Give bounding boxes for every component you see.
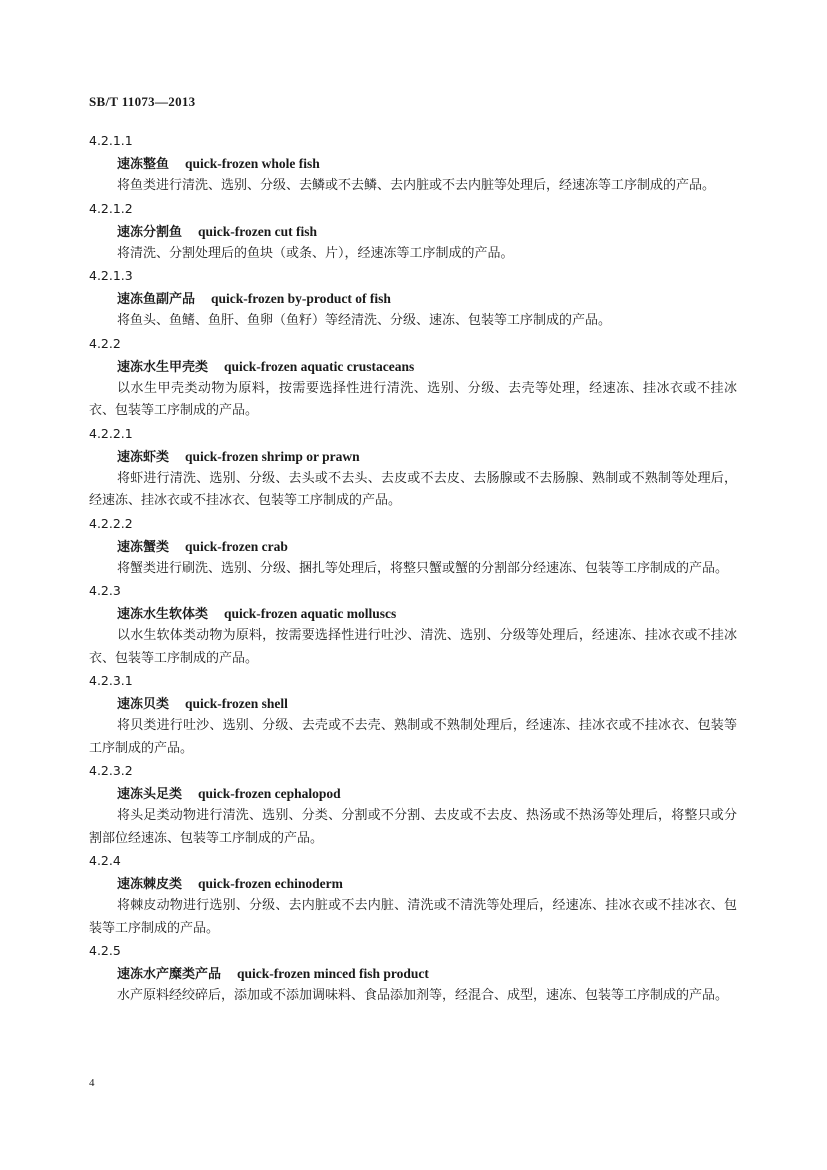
term-en: quick-frozen shrimp or prawn bbox=[185, 448, 360, 464]
term-zh: 速冻蟹类 bbox=[117, 539, 170, 555]
term-definition: 将蟹类进行刷洗、选别、分级、捆扎等处理后，将整只蟹或蟹的分割部分经速冻、包装等工序制成的产品。 bbox=[117, 560, 729, 576]
term-definition: 以水生软体类动物为原料，按需要选择性进行吐沙、清洗、选别、分级等处理后，经速冻、挂冰衣或不挂冰衣、包装等工序制成的产品。 bbox=[89, 628, 737, 666]
term-zh: 速冻整鱼 bbox=[117, 157, 170, 172]
page-number: 4 bbox=[89, 1077, 95, 1089]
term-entry bbox=[89, 333, 737, 423]
term-definition: 以水生甲壳类动物为原料，按需要选择性进行清洗、选别、分级、去壳等处理，经速冻、挂冰衣或不挂冰衣、包装等工序制成的产品。 bbox=[89, 380, 737, 418]
term-zh: 速冻头足类 bbox=[117, 787, 183, 802]
term-en: quick-frozen shell bbox=[185, 696, 288, 711]
term-title bbox=[89, 152, 737, 175]
clause-number: 4.2.2.2 bbox=[89, 515, 133, 531]
term-zh: 速冻虾类 bbox=[117, 449, 170, 465]
term-en: quick-frozen cephalopod bbox=[198, 786, 341, 801]
term-en: quick-frozen aquatic molluscs bbox=[224, 606, 397, 621]
term-title bbox=[89, 445, 737, 468]
clause-number: 4.2.1.2 bbox=[89, 200, 133, 216]
term-en: quick-frozen cut fish bbox=[198, 223, 318, 239]
term-title bbox=[89, 602, 737, 625]
clause-number: 4.2.1.1 bbox=[89, 133, 133, 148]
term-title bbox=[89, 872, 737, 895]
term-entries bbox=[89, 130, 737, 1008]
term-definition: 水产原料经绞碎后，添加或不添加调味料、食品添加剂等，经混合、成型，速冻、包装等工序制成的产品。 bbox=[117, 988, 729, 1003]
term-definition: 将鱼头、鱼鳍、鱼肝、鱼卵（鱼籽）等经清洗、分级、速冻、包装等工序制成的产品。 bbox=[117, 313, 612, 328]
term-definition: 将贝类进行吐沙、选别、分级、去壳或不去壳、熟制或不熟制处理后，经速冻、挂冰衣或不挂冰衣、包装等工序制成的产品。 bbox=[89, 718, 737, 756]
term-definition: 将鱼类进行清洗、选别、分级、去鳞或不去鳞、去内脏或不去内脏等处理后，经速冻等工序制成的产品。 bbox=[117, 178, 716, 193]
term-en: quick-frozen whole fish bbox=[185, 156, 320, 171]
term-en: quick-frozen minced fish product bbox=[237, 966, 429, 981]
term-en: quick-frozen by-product of fish bbox=[211, 291, 391, 306]
term-entry bbox=[89, 580, 737, 670]
term-entry bbox=[89, 850, 737, 940]
term-entry bbox=[89, 513, 737, 581]
term-entry bbox=[89, 198, 737, 266]
term-entry bbox=[89, 760, 737, 850]
term-definition: 将清洗、分割处理后的鱼块（或条、片），经速冻等工序制成的产品。 bbox=[117, 245, 514, 261]
term-en: quick-frozen crab bbox=[185, 538, 288, 554]
term-entry bbox=[89, 940, 737, 1008]
term-title bbox=[89, 782, 737, 805]
term-zh: 速冻水产糜类产品 bbox=[117, 967, 222, 982]
term-title bbox=[89, 535, 737, 558]
term-en: quick-frozen echinoderm bbox=[198, 876, 343, 891]
standard-code-header: SB/T 11073—2013 bbox=[89, 94, 196, 109]
clause-number: 4.2.3 bbox=[89, 583, 121, 598]
term-zh: 速冻棘皮类 bbox=[117, 877, 183, 892]
term-en: quick-frozen aquatic crustaceans bbox=[224, 358, 415, 374]
term-zh: 速冻分割鱼 bbox=[117, 224, 183, 240]
term-title bbox=[89, 287, 737, 310]
term-zh: 速冻水生软体类 bbox=[117, 607, 209, 622]
term-definition: 将头足类动物进行清洗、选别、分类、分割或不分割、去皮或不去皮、热汤或不热汤等处理后，将整只或分割部位经速冻、包装等工序制成的产品。 bbox=[89, 808, 737, 846]
term-zh: 速冻鱼副产品 bbox=[117, 292, 196, 307]
term-entry bbox=[89, 265, 737, 333]
clause-number: 4.2.3.1 bbox=[89, 673, 133, 688]
term-entry bbox=[89, 670, 737, 760]
term-zh: 速冻贝类 bbox=[117, 697, 170, 712]
term-title bbox=[89, 692, 737, 715]
clause-number: 4.2.3.2 bbox=[89, 763, 133, 778]
term-title bbox=[89, 962, 737, 985]
clause-number: 4.2.2.1 bbox=[89, 425, 133, 441]
clause-number: 4.2.4 bbox=[89, 853, 121, 868]
term-entry bbox=[89, 423, 737, 513]
clause-number: 4.2.5 bbox=[89, 943, 121, 958]
term-definition: 将棘皮动物进行选别、分级、去内脏或不去内脏、清洗或不清洗等处理后，经速冻、挂冰衣或不挂冰衣、包装等工序制成的产品。 bbox=[89, 898, 737, 936]
term-entry bbox=[89, 130, 737, 198]
clause-number: 4.2.1.3 bbox=[89, 268, 133, 283]
term-zh: 速冻水生甲壳类 bbox=[117, 359, 209, 375]
term-definition: 将虾进行清洗、选别、分级、去头或不去头、去皮或不去皮、去肠腺或不去肠腺、熟制或不熟制等处理后，经速冻、挂冰衣或不挂冰衣、包装等工序制成的产品。 bbox=[89, 470, 737, 508]
clause-number: 4.2.2 bbox=[89, 335, 121, 351]
term-title bbox=[89, 355, 737, 378]
term-title bbox=[89, 220, 737, 243]
